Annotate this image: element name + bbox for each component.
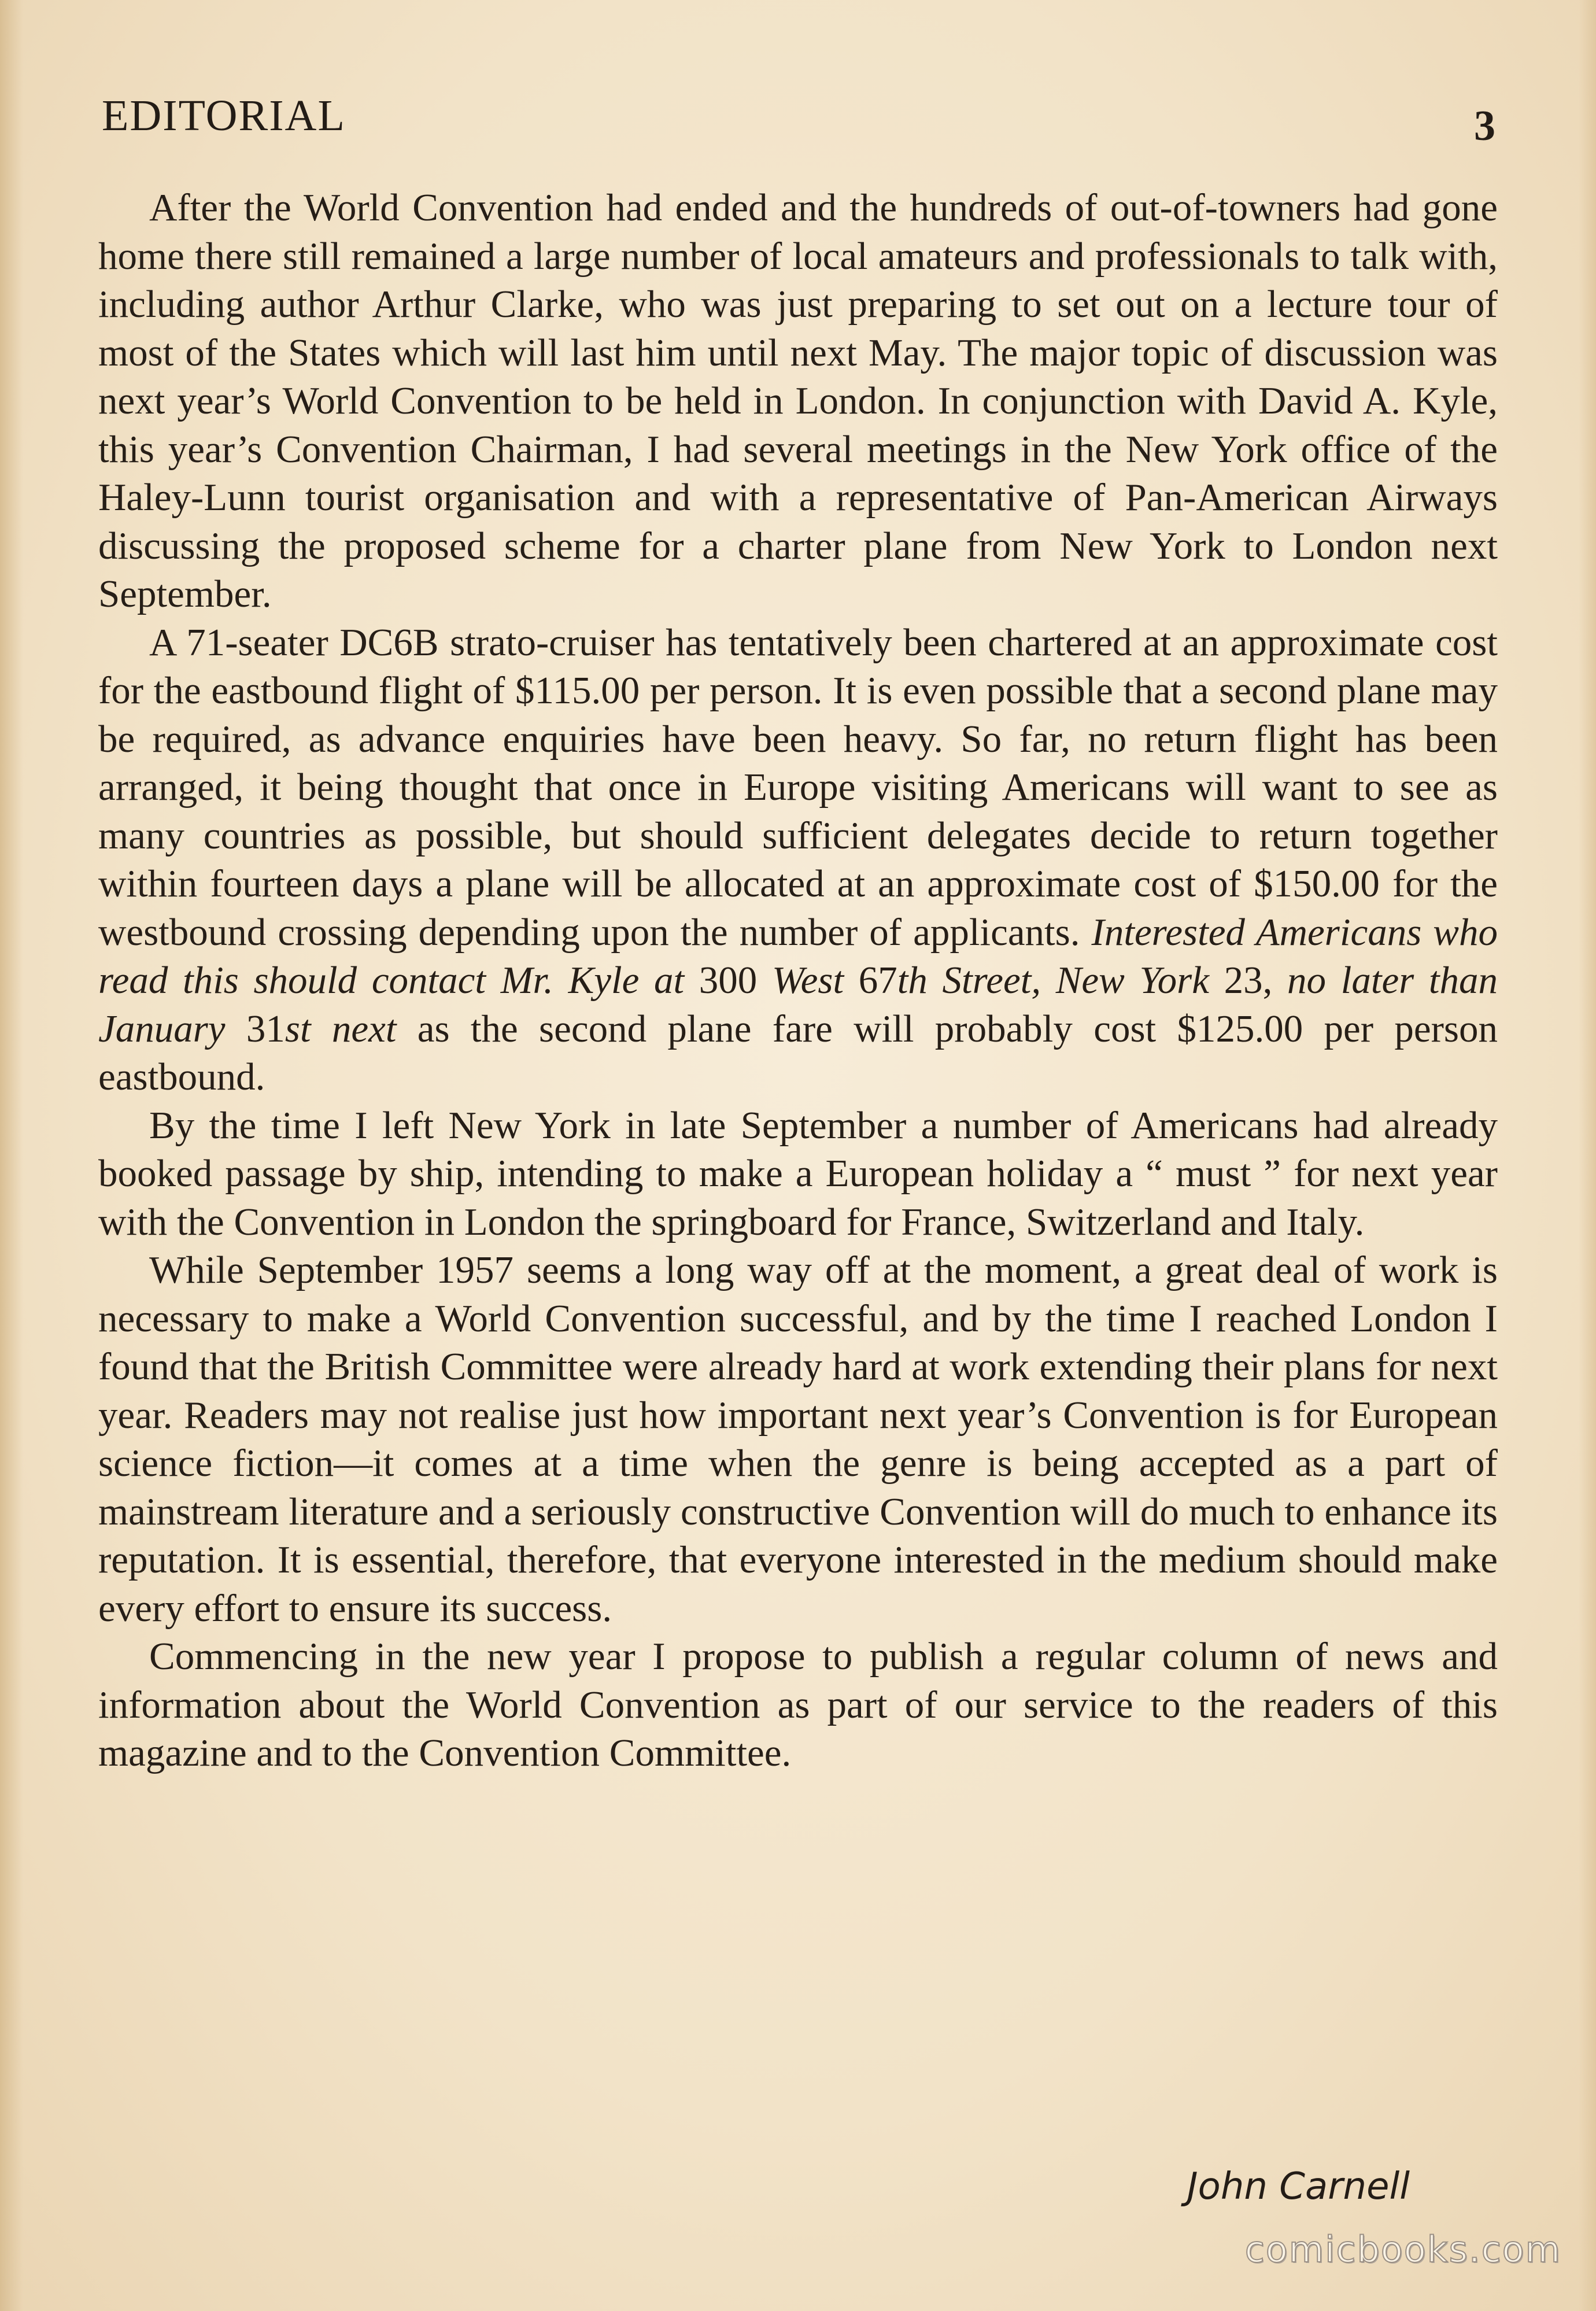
italic-text: st next bbox=[285, 1007, 397, 1050]
text-run: 23, bbox=[1209, 959, 1288, 1002]
text-run: By the time I left New York in late September a number of Americans had already booked passage by ship, intending to make a European holiday a “ must ” for next year with the Convention in London the springboard for France, Switzerland and Italy. bbox=[98, 1103, 1498, 1243]
text-run: While September 1957 seems a long way off at the moment, a great deal of work is necessary to make a World Convention successful, and by the time I reached London I found that the British Committee were already hard at work extending their plans for next year. Readers may not realise just how important next year’s Convention is for European science fiction—it comes at a time when the genre is being accepted as a part of mainstream literature and a seriously constructive Convention will do much to enhance its reputation. It is essential, therefore, that everyone interested in the medium should make every effort to ensure its success. bbox=[98, 1249, 1498, 1630]
page-header bbox=[102, 87, 1495, 150]
paragraph bbox=[98, 1246, 1498, 1633]
text-run: Commencing in the new year I propose to publish a regular column of news and information about the World Convention as part of our service to the readers of this magazine and to the Convention Committee. bbox=[98, 1635, 1498, 1774]
text-run: 67 bbox=[844, 959, 897, 1002]
italic-text: West bbox=[771, 959, 844, 1002]
paragraph bbox=[98, 184, 1498, 619]
page-number: 3 bbox=[1474, 102, 1495, 150]
italic-text: no later than January bbox=[98, 959, 1498, 1050]
text-run: A 71-seater DC6B strato-cruiser has tentatively been chartered at an approximate cost for the eastbound flight of $115.00 per person. It is even possible that a second plane may be required, as advance enquiries have been heavy. So far, no return flight has been arranged, it being thought that once in Europe visiting Americans will want to see as many countries as possible, but should sufficient delegates decide to return together within fourteen days a plane will be allocated at an approximate cost of $150.00 for the westbound crossing depending upon the number of applicants. bbox=[98, 621, 1498, 954]
italic-text: th Street, New York bbox=[897, 959, 1209, 1002]
paragraph bbox=[98, 1633, 1498, 1778]
editorial-body bbox=[98, 184, 1498, 1778]
page-edge-right bbox=[1579, 0, 1596, 2311]
paragraph bbox=[98, 619, 1498, 1102]
running-head: EDITORIAL bbox=[102, 91, 346, 140]
text-run: After the World Convention had ended and the hundreds of out-of-towners had gone home there still remained a large number of local amateurs and professionals to talk with, including author Arthur Clarke, who was just preparing to set out on a lecture tour of most of the States which will last him until next May. The major topic of discussion was next year’s World Convention to be held in London. In conjunction with David A. Kyle, this year’s Convention Chairman, I had several meetings in the New York office of the Haley-Lunn tourist organisation and with a representative of Pan-American Airways discussing the proposed scheme for a charter plane from New York to London next September. bbox=[98, 186, 1498, 615]
text-run: as the second plane fare will probably cost $125.00 per person eastbound. bbox=[98, 1007, 1498, 1098]
author-signature: John Carnell bbox=[1187, 2165, 1410, 2208]
text-run: 300 bbox=[684, 959, 772, 1002]
text-run: 31 bbox=[225, 1007, 285, 1050]
italic-text: Interested Americans who read this should contact Mr. Kyle at bbox=[98, 910, 1498, 1002]
paragraph bbox=[98, 1102, 1498, 1247]
watermark: comicbooks.com bbox=[1244, 2228, 1561, 2271]
page-edge-left bbox=[0, 0, 23, 2311]
